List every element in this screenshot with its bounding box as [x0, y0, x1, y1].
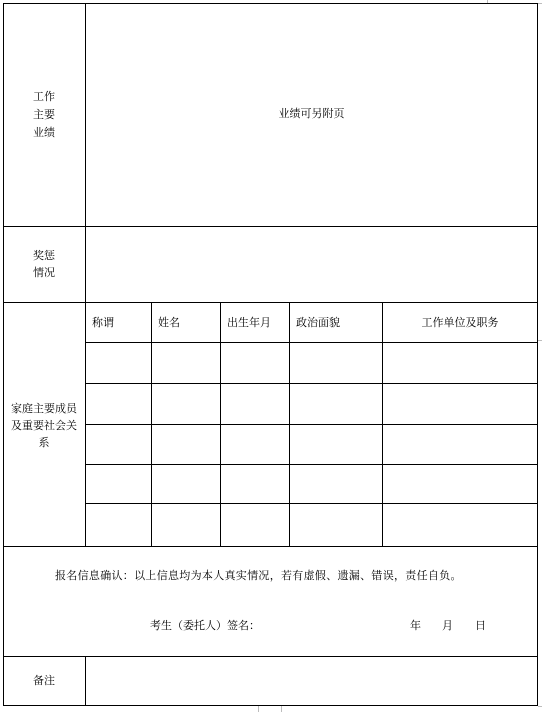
family-cell[interactable] — [152, 425, 220, 464]
family-cell[interactable] — [383, 425, 537, 464]
signature-label: 考生（委托人）签名： — [150, 619, 260, 632]
family-cell[interactable] — [86, 465, 151, 503]
family-cell[interactable] — [86, 343, 151, 383]
family-cell[interactable] — [152, 504, 220, 546]
table-border-right — [537, 3, 538, 706]
family-cell[interactable] — [152, 343, 220, 383]
family-cell[interactable] — [383, 504, 537, 546]
signature-field[interactable] — [268, 615, 403, 637]
work-note: 业绩可另附页 — [278, 107, 345, 120]
column-header-political: 政治面貌 — [296, 316, 340, 329]
confirmation-statement: 报名信息确认：以上信息均为本人真实情况，若有虚假、遗漏、错误，责任自负。 — [55, 569, 462, 582]
column-header-title: 称谓 — [92, 316, 114, 329]
family-cell[interactable] — [221, 425, 289, 464]
family-cell[interactable] — [86, 384, 151, 424]
divider-awards-family — [3, 302, 538, 303]
family-label-line-3: 系 — [38, 436, 50, 449]
registration-form — [3, 3, 538, 706]
work-label-line-3: 业绩 — [33, 126, 55, 139]
family-cell[interactable] — [290, 384, 382, 424]
date-year-label: 年 — [410, 619, 421, 632]
family-cell[interactable] — [290, 343, 382, 383]
page-corner-mark — [538, 706, 542, 707]
page-corner-mark — [258, 706, 259, 712]
date-day-label: 日 — [475, 619, 486, 632]
family-cell[interactable] — [221, 384, 289, 424]
family-cell[interactable] — [152, 465, 220, 503]
family-cell[interactable] — [383, 465, 537, 503]
column-header-name: 姓名 — [158, 316, 180, 329]
awards-label-line-1: 奖惩 — [33, 249, 55, 262]
page-corner-mark — [487, 0, 488, 3]
remarks-label: 备注 — [33, 674, 55, 687]
family-cell[interactable] — [221, 343, 289, 383]
family-cell[interactable] — [290, 504, 382, 546]
date-month-label: 月 — [442, 619, 453, 632]
page-corner-mark — [538, 340, 542, 341]
family-label-line-1: 家庭主要成员 — [11, 402, 77, 415]
work-label-line-2: 主要 — [33, 108, 55, 121]
family-cell[interactable] — [383, 384, 537, 424]
divider-family-confirm — [3, 546, 538, 547]
family-cell[interactable] — [152, 384, 220, 424]
family-cell[interactable] — [290, 425, 382, 464]
column-header-birth: 出生年月 — [227, 316, 271, 329]
table-border-bottom — [3, 705, 538, 706]
family-cell[interactable] — [290, 465, 382, 503]
family-cell[interactable] — [383, 343, 537, 383]
column-header-employer: 工作单位及职务 — [421, 316, 499, 329]
family-cell[interactable] — [221, 504, 289, 546]
family-cell[interactable] — [86, 504, 151, 546]
awards-label-line-2: 情况 — [33, 266, 55, 279]
awards-field[interactable] — [86, 227, 537, 302]
remarks-field[interactable] — [86, 657, 537, 705]
page-corner-mark — [538, 3, 542, 4]
work-label-line-1: 工作 — [33, 90, 55, 103]
family-cell[interactable] — [221, 465, 289, 503]
family-label-line-2: 及重要社会关 — [11, 419, 77, 432]
family-cell[interactable] — [86, 425, 151, 464]
page-corner-mark — [281, 706, 282, 712]
